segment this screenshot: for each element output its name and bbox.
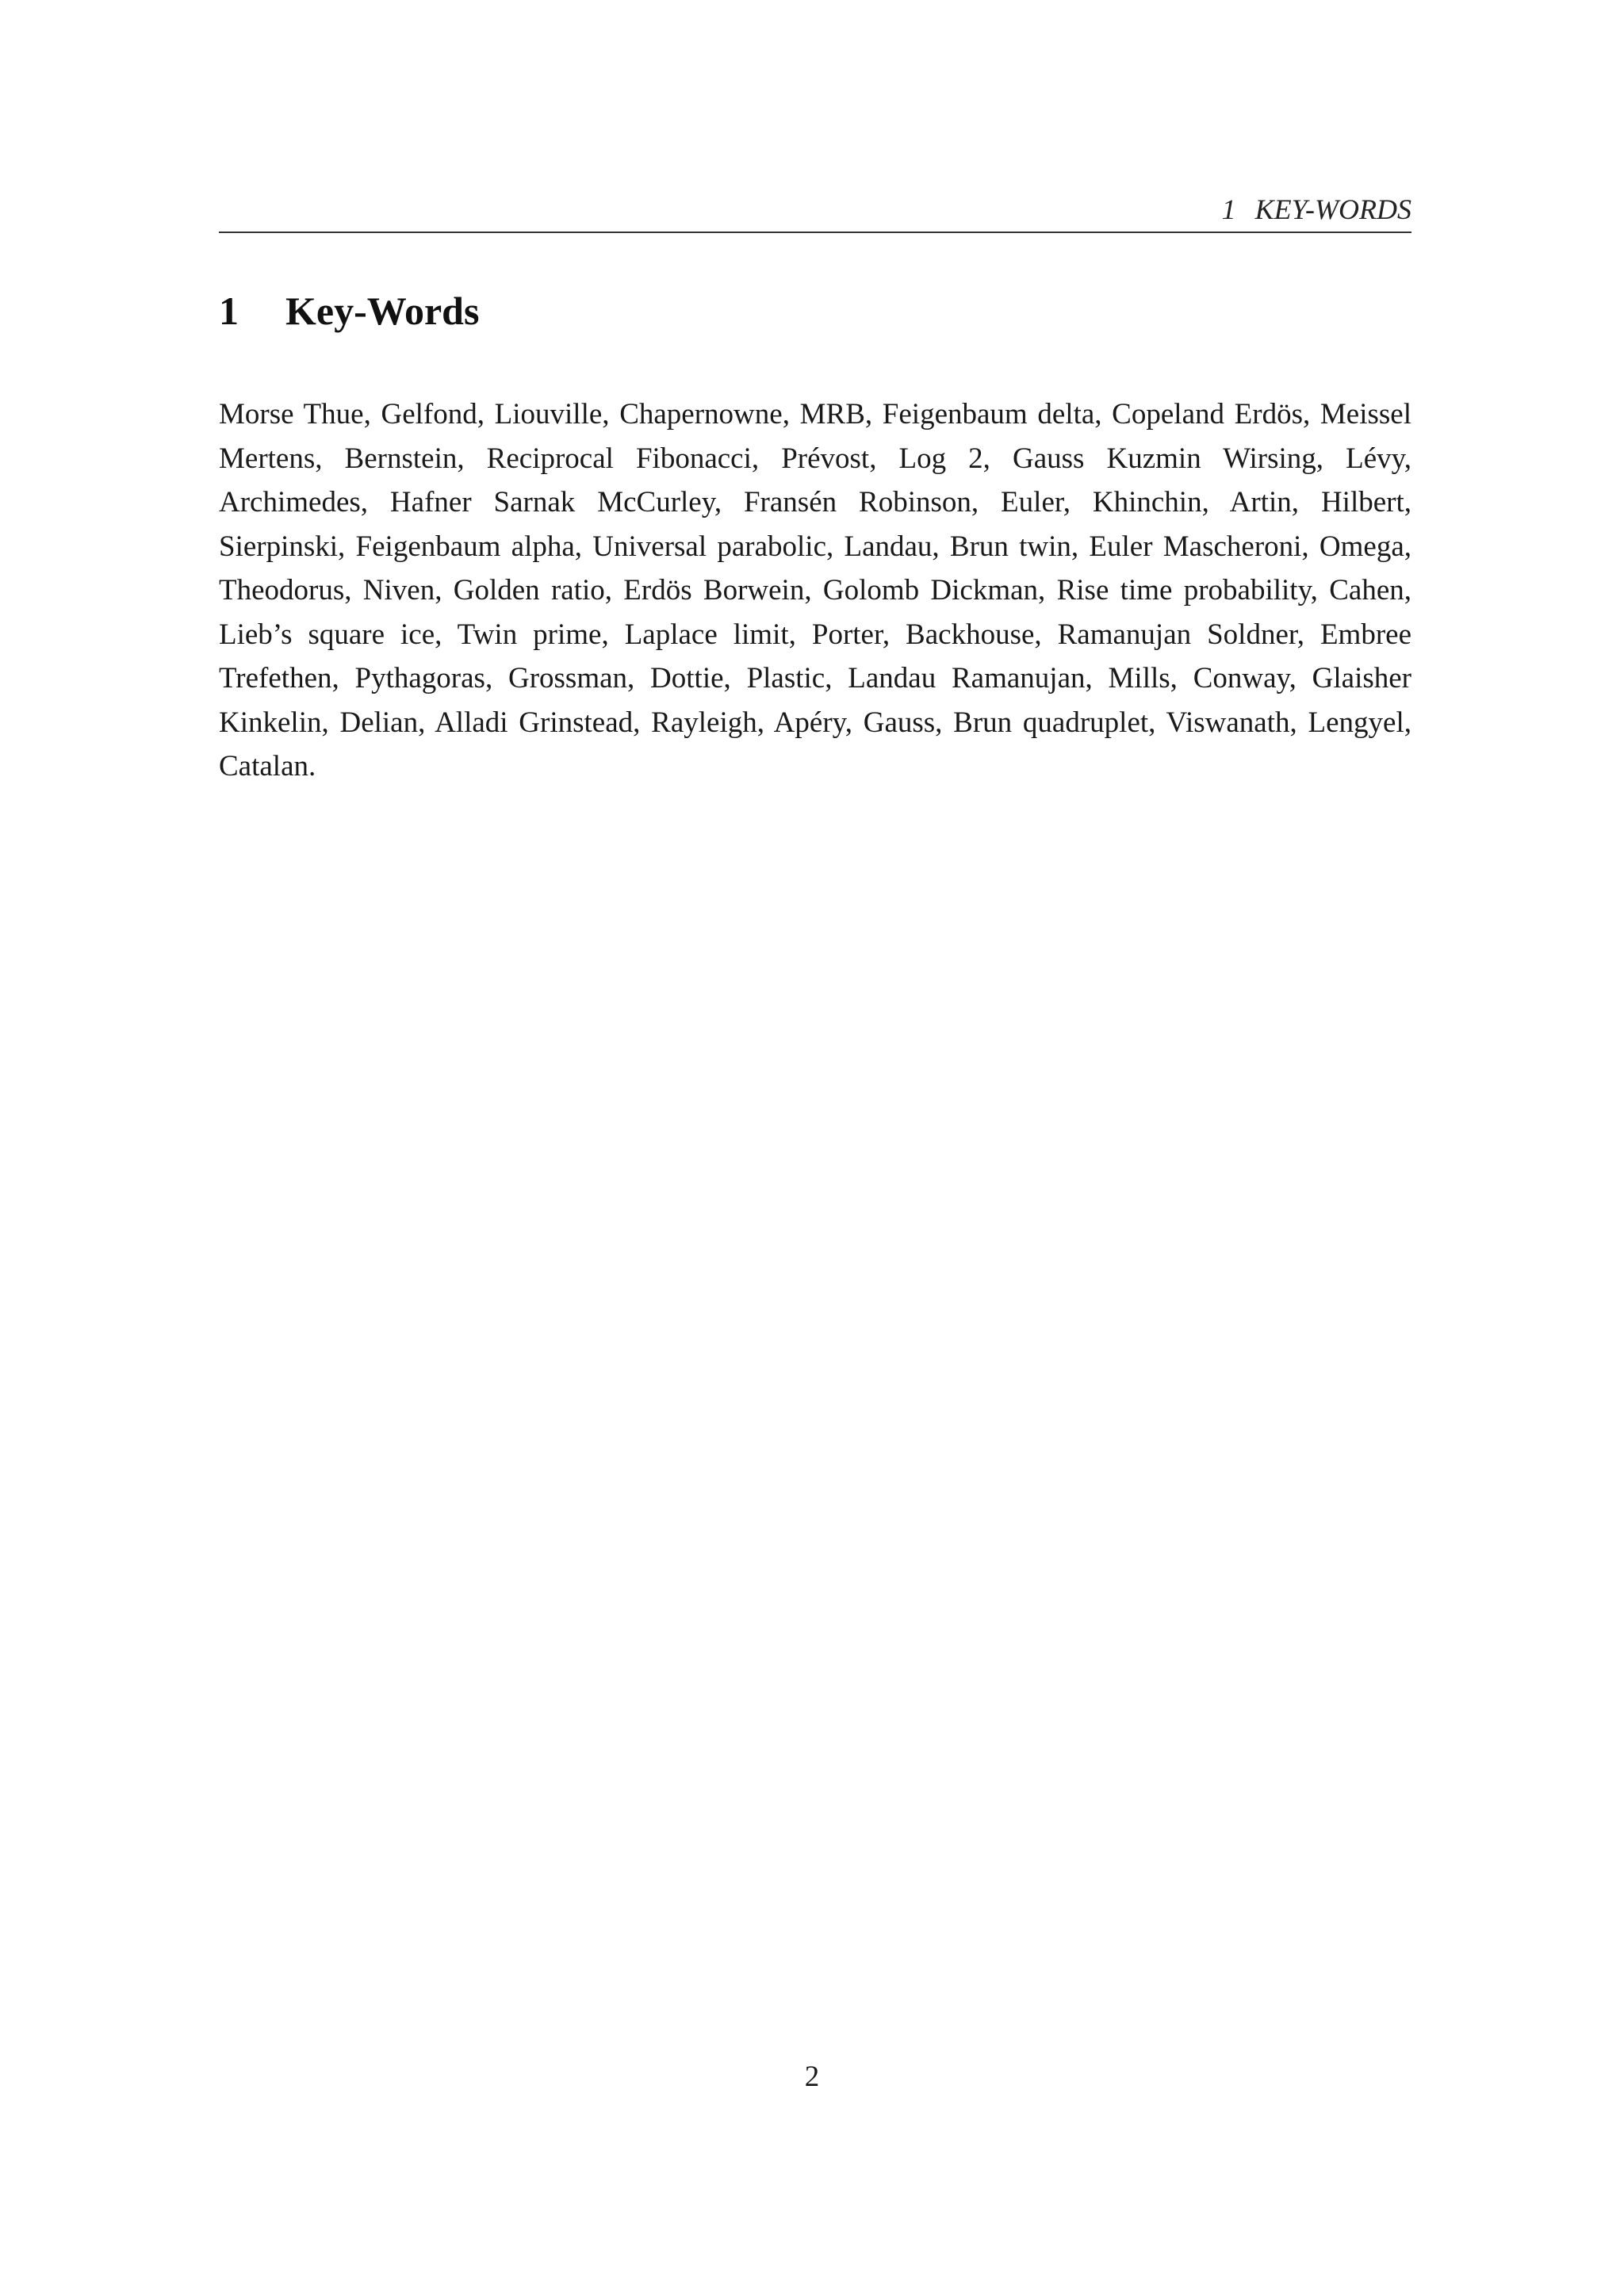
running-header (219, 193, 1411, 233)
page-number: 2 (804, 2061, 820, 2093)
section-number: 1 (219, 289, 239, 333)
section-heading (219, 285, 1411, 336)
keywords-paragraph: Morse Thue, Gelfond, Liouville, Chapernowne, MRB, Feigenbaum delta, Copeland Erdös, Meissel Mertens, Bernstein, Reciprocal Fibonacci, Prévost, Log 2, Gauss Kuzmin Wirsing, Lévy, Archimedes, Hafner Sarnak McCurley, Fransén Robinson, Euler, Khinchin, Artin, Hilbert, Sierpinski, Feigenbaum alpha, Universal parabolic, Landau, Brun twin, Euler Mascheroni, Omega, Theodorus, Niven, Golden ratio, Erdös Borwein, Golomb Dickman, Rise time probability, Cahen, Lieb’s square ice, Twin prime, Laplace limit, Porter, Backhouse, Ramanujan Soldner, Embree Trefethen, Pythagoras, Grossman, Dottie, Plastic, Landau Ramanujan, Mills, Conway, Glaisher Kinkelin, Delian, Alladi Grinstead, Rayleigh, Apéry, Gauss, Brun quadruplet, Viswanath, Lengyel, Catalan. (219, 398, 1411, 783)
running-header-section-number: 1 (1221, 193, 1236, 225)
section-title: Key-Words (285, 289, 480, 333)
running-header-section-title: KEY-WORDS (1254, 193, 1411, 225)
